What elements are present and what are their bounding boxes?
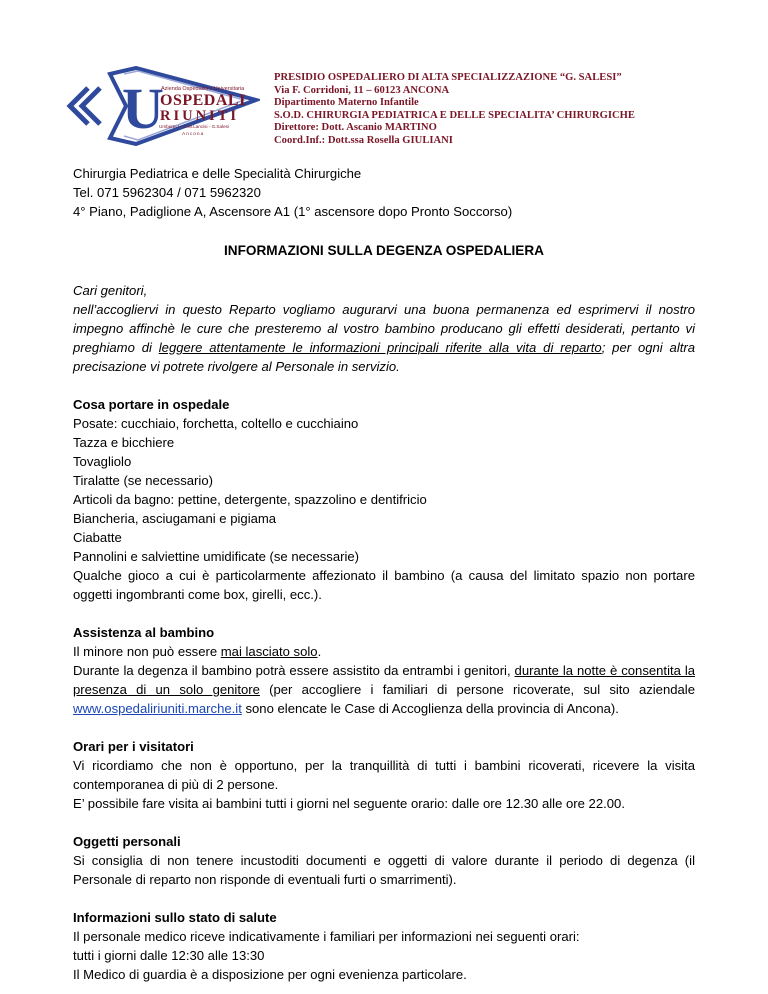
list-item: Pannolini e salviettine umidificate (se necessarie) (73, 549, 360, 564)
list-item: Posate: cucchiaio, forchetta, coltello e cucchiaino (73, 416, 359, 431)
department-name: Chirurgia Pediatrica e delle Specialità Chirurgiche (73, 166, 362, 181)
svg-text:RIUNITI: RIUNITI (160, 108, 240, 124)
section-title-assistenza: Assistenza al bambino (73, 625, 215, 640)
page-title: INFORMAZIONI SULLA DEGENZA OSPEDALIERA (224, 243, 544, 258)
list-item: Articoli da bagno: pettine, detergente, spazzolino e dentifricio (73, 492, 427, 507)
section-title-cosa-portare: Cosa portare in ospedale (73, 397, 230, 412)
oggetti-paragraph: Si consiglia di non tenere incustoditi documenti e oggetti di valore durante il periodo di degenza (il Personale di reparto non risponde di eventuali furti o smarrimenti). (73, 853, 695, 887)
list-item: Tazza e bicchiere (73, 435, 175, 450)
list-item: Ciabatte (73, 530, 122, 545)
institution-line: Dipartimento Materno Infantile (274, 97, 419, 108)
list-item: Qualche gioco a cui è particolarmente affezionato il bambino (a causa del limitato spazio non portare oggetti ingombranti come box, girelli, ecc.). (73, 568, 695, 602)
salute-line: tutti i giorni dalle 12:30 alle 13:30 (73, 948, 265, 963)
svg-text:Umberto I - G.M.Lancisi - G.Sa: Umberto I - G.M.Lancisi - G.Salesi (159, 124, 229, 129)
list-item: Tiralatte (se necessario) (73, 473, 213, 488)
institution-line: Via F. Corridoni, 11 – 60123 ANCONA (274, 84, 450, 96)
logo-u-letter: U (122, 76, 164, 141)
section-title-orari: Orari per i visitatori (73, 739, 194, 754)
institution-line: S.O.D. CHIRURGIA PEDIATRICA E DELLE SPECIALITA’ CHIRURGICHE (274, 109, 635, 121)
orari-paragraph-2: E’ possibile fare visita ai bambini tutti i giorni nel seguente orario: dalle ore 12.30 alle ore 22.00. (73, 796, 625, 811)
institution-line: Coord.Inf.: Dott.ssa Rosella GIULIANI (274, 134, 453, 146)
salute-line: Il Medico di guardia è a disposizione per ogni evenienza particolare. (73, 967, 467, 982)
department-phone: Tel. 071 5962304 / 071 5962320 (73, 185, 261, 200)
svg-text:Azienda Ospedaliero Universita: Azienda Ospedaliero Universitaria (161, 86, 245, 92)
hospital-website-link[interactable]: www.ospedaliriuniti.marche.it (73, 701, 242, 716)
assistenza-paragraph-1: Il minore non può essere mai lasciato solo. (73, 644, 322, 659)
document-body (73, 164, 695, 984)
institution-line: Direttore: Dott. Ascanio MARTINO (274, 122, 437, 133)
section-title-oggetti: Oggetti personali (73, 834, 181, 849)
hospital-logo (66, 66, 260, 146)
institution-header (274, 72, 694, 147)
salute-line: Il personale medico riceve indicativamente i familiari per informazioni nei seguenti orari: (73, 929, 580, 944)
intro-greeting: Cari genitori, (73, 283, 148, 298)
list-item: Tovagliolo (73, 454, 132, 469)
svg-text:OSPEDALI: OSPEDALI (160, 92, 246, 109)
intro-paragraph: nell’accogliervi in questo Reparto vogliamo augurarvi una buona permanenza ed esprimervi il nostro impegno affinchè le cure che presteremo al vostro bambino producano gli effetti desiderati, pertanto vi preghiamo di leggere attentamente le informazioni principali riferite alla vita di reparto; per ogni altra precisazione vi potrete rivolgere al Personale in servizio. (73, 302, 696, 374)
orari-paragraph-1: Vi ricordiamo che non è opportuno, per la tranquillità di tutti i bambini ricoverati, ricevere la visita contemporanea di più di 2 persone. (73, 758, 695, 792)
department-location: 4° Piano, Padiglione A, Ascensore A1 (1° ascensore dopo Pronto Soccorso) (73, 204, 513, 219)
svg-text:Ancona: Ancona (182, 132, 205, 137)
chevron-arrows-icon (70, 88, 100, 124)
assistenza-paragraph-2: Durante la degenza il bambino potrà essere assistito da entrambi i genitori, durante la notte è consentita la presenza di un solo genitore (per accogliere i familiari di persone ricoverate, sul sito aziendale www.ospedaliriuniti.marche.it sono elencate le Case di Accoglienza della provincia di Ancona). (73, 663, 696, 716)
list-item: Biancheria, asciugamani e pigiama (73, 511, 277, 526)
section-title-salute: Informazioni sullo stato di salute (73, 910, 277, 925)
institution-line: PRESIDIO OSPEDALIERO DI ALTA SPECIALIZZAZIONE “G. SALESI” (274, 72, 622, 83)
